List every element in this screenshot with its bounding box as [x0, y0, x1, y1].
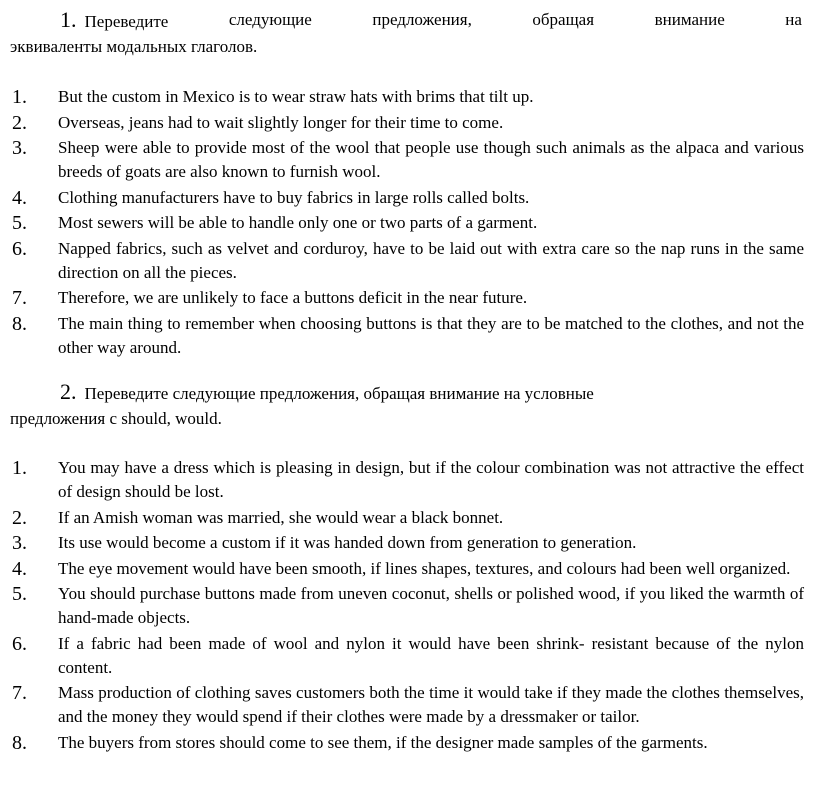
item-text: Most sewers will be able to handle only one or two parts of a garment. [58, 213, 538, 232]
heading-word: на [785, 10, 802, 29]
list-item [10, 557, 804, 581]
item-number: 8. [12, 731, 27, 754]
item-number: 2. [12, 111, 27, 134]
list-item [10, 506, 804, 530]
section-2-number: 2. [60, 379, 77, 404]
section-2-heading-line-1 [10, 379, 802, 406]
list-item [10, 582, 804, 630]
list-item [10, 531, 804, 555]
item-text: But the custom in Mexico is to wear straw hats with brims that tilt up. [58, 87, 534, 106]
item-number: 6. [12, 237, 27, 260]
item-number: 5. [12, 583, 27, 605]
item-number: 4. [12, 186, 27, 209]
item-number: 8. [12, 312, 27, 335]
list-item [10, 211, 804, 235]
item-number: 7. [12, 287, 27, 309]
item-text: You may have a dress which is pleasing in design, but if the colour combination was not attractive the effect of design should be lost. [58, 458, 804, 501]
item-text: Overseas, jeans had to wait slightly longer for their time to come. [58, 112, 504, 132]
item-text: The eye movement would have been smooth, if lines shapes, textures, and colours had been well organized. [58, 558, 791, 578]
item-number: 5. [12, 212, 27, 234]
list-item [10, 85, 804, 109]
list-item [10, 186, 804, 210]
item-text: If an Amish woman was married, she would wear a black bonnet. [58, 507, 504, 527]
section-1-heading-first [10, 7, 168, 34]
item-text: Mass production of clothing saves customers both the time it would take if they made the clothes themselves, and the money they would spend if their clothes were made by a dressmaker or tailor. [58, 683, 804, 726]
item-number: 1. [12, 457, 27, 479]
section-2-heading-line-2: предложения с should, would. [10, 409, 222, 428]
list-item [10, 136, 804, 184]
item-number: 3. [12, 532, 27, 554]
heading-word: обращая [532, 10, 595, 29]
item-text: The main thing to remember when choosing buttons is that they are to be matched to the clothes, and not the other way around. [58, 313, 804, 357]
item-number: 6. [12, 632, 27, 655]
item-text: Therefore, we are unlikely to face a buttons deficit in the near future. [58, 288, 528, 307]
section-1-heading-line-1 [10, 7, 802, 34]
item-number: 4. [12, 557, 27, 580]
section-1-heading [10, 7, 802, 59]
list-item [10, 456, 804, 504]
list-item [10, 731, 804, 755]
list-item [10, 312, 804, 360]
list-item [10, 237, 804, 285]
heading-word: предложения, [372, 10, 472, 29]
section-1-number: 1. [60, 7, 77, 32]
item-text: Clothing manufacturers have to buy fabrics in large rolls called bolts. [58, 187, 530, 207]
section-2-heading [10, 379, 802, 431]
item-text: If a fabric had been made of wool and nylon it would have been shrink- resistant because of the nylon content. [58, 633, 804, 677]
section-1-heading-line-2: эквиваленты модальных глаголов. [10, 37, 258, 56]
section-2-sentence-list [10, 456, 804, 756]
list-item [10, 681, 804, 729]
section-2-heading-text: Переведите следующие предложения, обращая внимание на условные [84, 384, 594, 403]
item-number: 7. [12, 682, 27, 704]
item-number: 2. [12, 506, 27, 529]
list-item [10, 111, 804, 135]
heading-word: следующие [228, 10, 312, 29]
item-number: 3. [12, 137, 27, 159]
item-text: Sheep were able to provide most of the wool that people use though such animals as the alpaca and various breeds of goats are also known to furnish wool. [58, 138, 804, 181]
item-text: Napped fabrics, such as velvet and corduroy, have to be laid out with extra care so the nap runs in the same direction on all the pieces. [58, 238, 804, 282]
item-text: The buyers from stores should come to see them, if the designer made samples of the garments. [58, 732, 708, 752]
list-item [10, 286, 804, 310]
heading-word: внимание [654, 10, 725, 29]
heading-word: Переведите [84, 12, 169, 31]
item-text: You should purchase buttons made from uneven coconut, shells or polished wood, if you liked the warmth of hand-made objects. [58, 584, 804, 627]
section-1-sentence-list [10, 85, 804, 361]
list-item [10, 632, 804, 680]
item-text: Its use would become a custom if it was handed down from generation to generation. [58, 533, 637, 552]
item-number: 1. [12, 86, 27, 108]
